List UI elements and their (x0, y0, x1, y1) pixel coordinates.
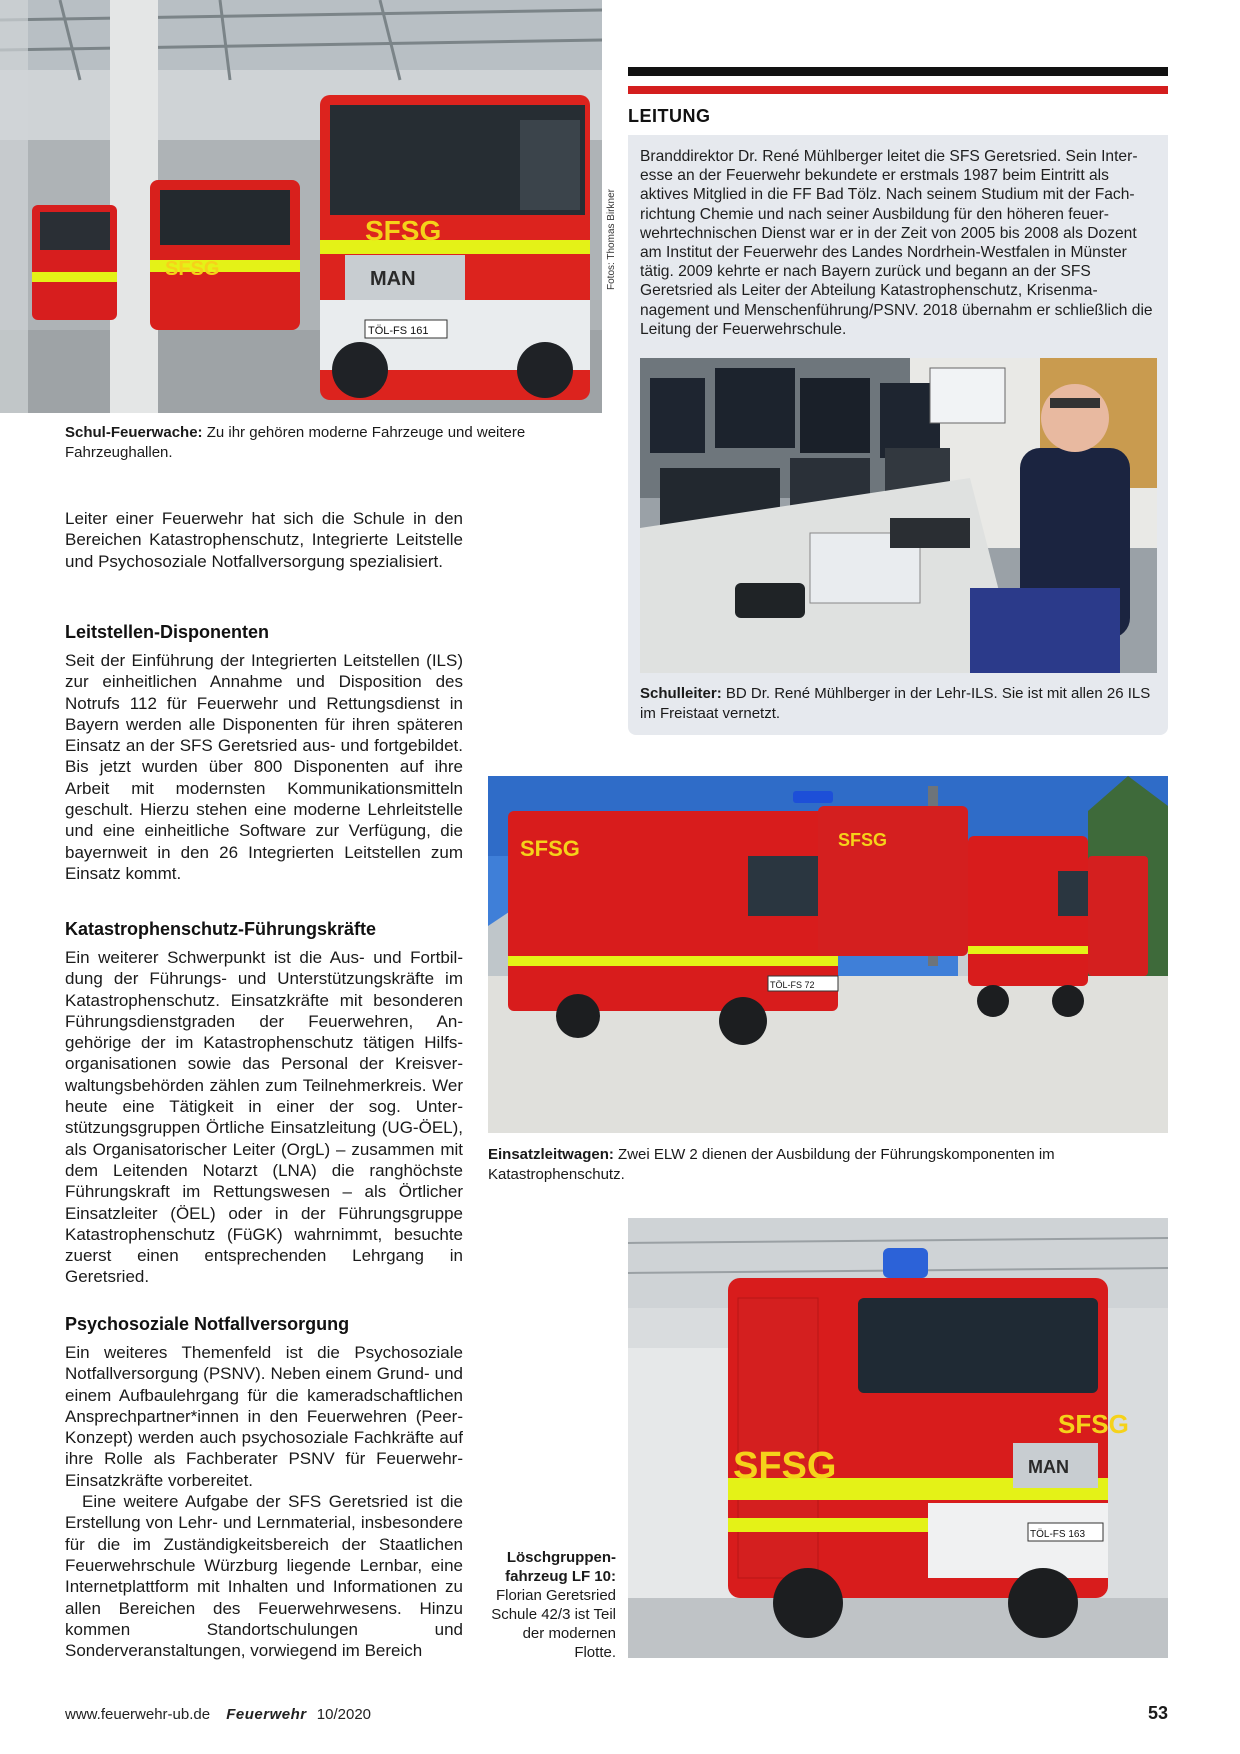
caption-elw-lead: Einsatzleitwagen: (488, 1146, 614, 1163)
caption-station-text: Zu ihr gehören moderne Fahrzeuge und weitere Fahrzeughallen. (65, 424, 526, 461)
heading-katastrophenschutz: Katastrophenschutz-Führungskräfte (65, 919, 377, 939)
footer (65, 1706, 371, 1723)
man-logo-lf: MAN (1028, 1457, 1069, 1477)
section-leitstellen (65, 650, 463, 884)
section-leitstellen-text: Seit der Einführung der Integrierten Leitstellen (ILS) zur einheitlichen Annahme und Disposition des Notrufs 112 für Feuerwehr und Rettungsdienst in Bayern werden alle Disponenten für ihren späteren Einsatz an der SFS Geretsried aus- und fortgebildet. Bis jetzt wurden über 800 Disponenten auf ihre Arbeit mit modernsten Kommunikationsmitteln geschult. Hierzu stehen eine moderne Lehrleitstelle und eine einheitliche Software zur Verfügung, die bayernweit in den 26 Integrierten Leitstellen zum Einsatz kommt. (65, 651, 463, 883)
leitung-text: Branddirektor Dr. René Mühlberger leitet die SFS Geretsried. Sein Interesse an der Feuerwehr bekundete er erstmals 1987 beim Eintritt als aktives Mitglied in die FF Bad Tölz. Nach seinem Studium mit der Fachrichtung Chemie und nach seiner Ausbildung für den höheren feuerwehrtechnischen Dienst war er in der Zeit von 2005 bis 2008 als Dozent am Institut der Feuerwehr des Landes Nordrhein-Westfalen in Münster tätig. 2009 kehrte er nach Bayern zurück und begann an der SFS Geretsried als Leiter der Abteilung Katastrophenschutz, Krisenmanagement und Menschenführung/PSNV. 2018 übernahm er schließlich die Leitung der Feuerwehrschule. (640, 148, 1153, 338)
caption-lf10-lead: Löschgruppenfahrzeug LF 10: (505, 1549, 616, 1585)
caption-leitung (640, 684, 1160, 724)
caption-leitung-text: BD Dr. René Mühlberger in der Lehr-ILS. Sie ist mit allen 26 ILS im Freistaat vernetzt. (640, 685, 1151, 722)
photo-control-room (640, 358, 1157, 673)
heading-leitstellen: Leitstellen-Disponenten (65, 622, 270, 642)
sfsg-mark-elw-2: SFSG (838, 830, 888, 850)
caption-elw-text: Zwei ELW 2 dienen der Ausbildung der Führungskomponenten im Katastrophenschutz. (488, 1146, 1055, 1183)
sfsg-mark-lf: SFSG (733, 1445, 837, 1487)
photo-lf10 (628, 1218, 1168, 1658)
footer-url[interactable]: www.feuerwehr-ub.de (65, 1706, 211, 1723)
caption-elw (488, 1145, 1168, 1185)
caption-lf10 (478, 1548, 616, 1662)
caption-lf10-text: Florian Geretsried Schule 42/3 ist Teil der modernen Flotte. (491, 1587, 616, 1661)
photo-fire-station (0, 0, 602, 413)
box-rule-red (628, 86, 1168, 94)
box-rule-black (628, 67, 1168, 76)
caption-station-lead: Schul-Feuerwache: (65, 424, 203, 441)
intro-paragraph (65, 508, 463, 572)
man-logo: MAN (370, 268, 416, 290)
photo-credit: Fotos: Thomas Birkner (606, 189, 617, 290)
page-number: 53 (1147, 1703, 1168, 1723)
section-katastrophenschutz-text: Ein weiterer Schwerpunkt ist die Aus- und Fortbildung der Führungs- und Unterstützungskräfte im Katastrophenschutz. Einsatzkräfte mit besonderen Führungsdienstgraden der Feuerwehren, Angehörige der im Katastrophenschutz tätigen Hilfsorganisationen sowie das Personal der Kreisverwaltungsbehörden zählen zum Teilnehmerkreis. Wer heute eine Tätigkeit in einer der sog. Unterstützungsgruppen Örtliche Einsatzleitung (UG-ÖEL), als Organisatorischer Leiter (OrgL) – zusammen mit dem Leitenden Notarzt (LNA) die ranghöchste Führungskraft im Rettungswesen – als Örtlicher Einsatzleiter (ÖEL) oder in der Führungsgruppe Katastrophenschutz (FüGK) wahrnimmt, besuchte zuerst einen entsprechenden Lehrgang in Geretsried. (65, 948, 463, 1287)
photo-einsatzleitwagen (488, 776, 1168, 1133)
sfsg-mark-lf-front: SFSG (1058, 1409, 1129, 1439)
sfsg-mark-small: SFSG (165, 258, 220, 280)
section-psnv (65, 1342, 463, 1661)
caption-station (65, 423, 585, 463)
heading-psnv: Psychosoziale Notfallversorgung (65, 1314, 350, 1334)
sfsg-mark-elw-1: SFSG (520, 836, 580, 861)
leitung-title: LEITUNG (628, 106, 711, 126)
intro-text: Leiter einer Feuerwehr hat sich die Schule in den Bereichen Katastrophenschutz, Integrierte Leitstelle und Psychosoziale Notfallversorgung spezialisiert. (65, 509, 463, 571)
plate-1: TÖL-FS 161 (368, 325, 429, 337)
section-katastrophenschutz (65, 947, 463, 1288)
section-psnv-text: Ein weiteres Themenfeld ist die Psychosoziale Notfallversorgung (PSNV). Neben einem Grund- und einem Aufbaulehrgang für die kameradschaftlichen Ansprechpartner*innen in den Feuerwehren (Peer-Konzept) werden auch psychosoziale Fachkräfte auf ihre Rolle als Fachberater PSNV für Feuerwehr-Einsatzkräfte vorbereitet. (65, 1343, 463, 1490)
footer-brand: Feuerwehr (226, 1706, 307, 1723)
sfsg-mark: SFSG (365, 215, 442, 246)
plate-2: TÖL-FS 163 (1030, 1529, 1086, 1540)
plate-3: TÖL-FS 72 (770, 980, 815, 990)
section-psnv-text2: Eine weitere Aufgabe der SFS Geretsried ist die Erstellung von Lehr- und Lernmaterial, insbesondere für die im Zuständigkeitsbereich der Staatlichen Feuerwehrschule Würzburg liegende Lernbar, eine Internetplattform mit Inhalten und Informationen zu allen Bereichen des Feuerwehrwesens. Hinzu kommen Standortschulungen und Sonderveranstaltungen, vorwiegend im Bereich (65, 1492, 463, 1661)
caption-leitung-lead: Schulleiter: (640, 685, 722, 702)
footer-issue: 10/2020 (316, 1706, 372, 1723)
